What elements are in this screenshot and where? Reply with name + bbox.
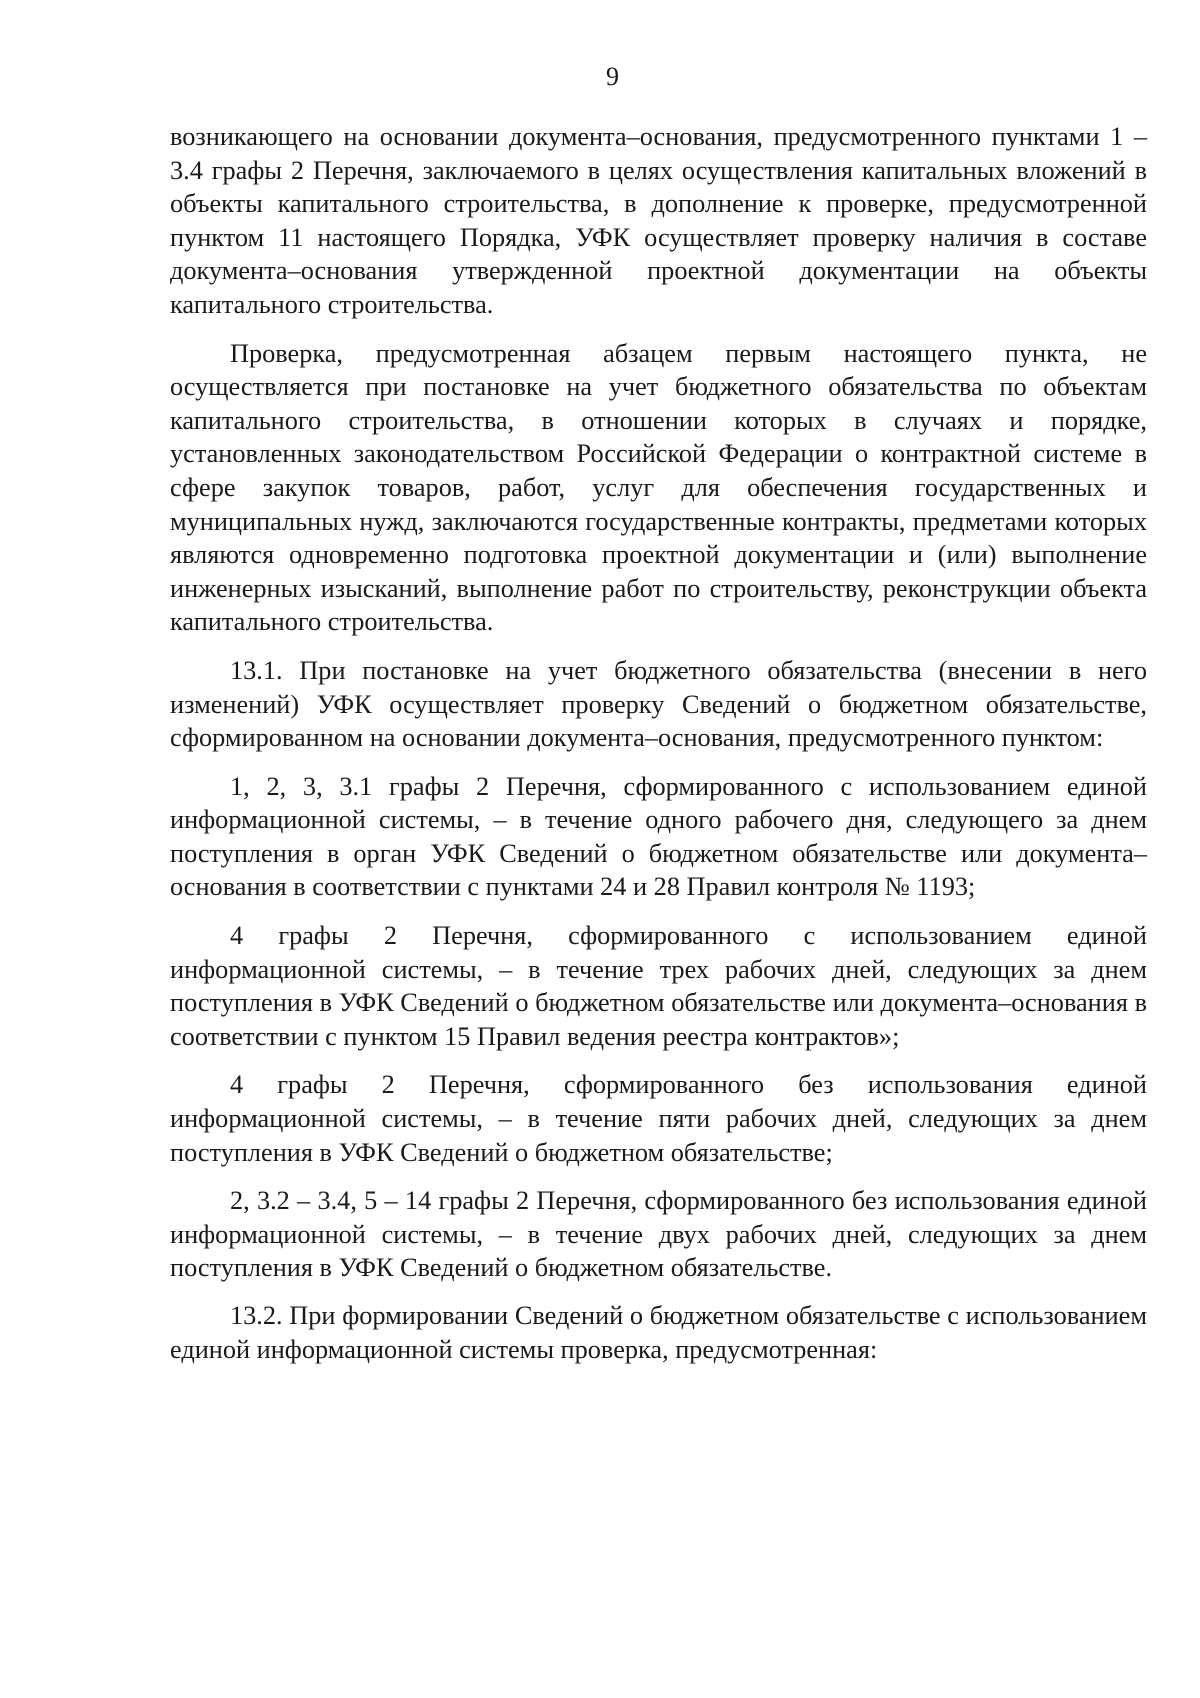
paragraph-13-1-intro: 13.1. При постановке на учет бюджетного обязательства (внесении в него изменений) УФК осуществляет проверку Сведений о бюджетном обязательстве, сформированном на основании документа–основания, предусмотренного пунктом: <box>170 655 1147 753</box>
paragraph-13-2-intro: 13.2. При формировании Сведений о бюджетном обязательстве с использованием единой информационной системы проверка, предусмотренная: <box>170 1301 1147 1364</box>
paragraph-13-1-item-2: 4 графы 2 Перечня, сформированного с использованием единой информационной системы, – в течение трех рабочих дней, следующих за днем поступления в УФК Сведений о бюджетном обязательстве или документа–основания в соответствии с пунктом 15 Правил ведения реестра контрактов»; <box>170 921 1147 1051</box>
paragraph-exception-check: Проверка, предусмотренная абзацем первым настоящего пункта, не осуществляется при постановке на учет бюджетного обязательства по объектам капитального строительства, в отношении которых в случаях и порядке, установленных законодательством Российской Федерации о контрактной системе в сфере закупок товаров, работ, услуг для обеспечения государственных и муниципальных нужд, заключаются государственные контракты, предметами которых являются одновременно подготовка проектной документации и (или) выполнение инженерных изысканий, выполнение работ по строительству, реконструкции объекта капитального строительства. <box>170 338 1147 637</box>
paragraph-13-1-item-1: 1, 2, 3, 3.1 графы 2 Перечня, сформированного с использованием единой информационной системы, – в течение одного рабочего дня, следующего за днем поступления в орган УФК Сведений о бюджетном обязательстве или документа–основания в соответствии с пунктами 24 и 28 Правил контроля № 1193; <box>170 771 1147 902</box>
paragraph-13-1-item-3: 4 графы 2 Перечня, сформированного без использования единой информационной системы, – в течение пяти рабочих дней, следующих за днем поступления в УФК Сведений о бюджетном обязательстве; <box>170 1070 1147 1167</box>
page-number: 9 <box>606 62 619 91</box>
document-body <box>170 120 1147 1381</box>
paragraph-continuation: возникающего на основании документа–основания, предусмотренного пунктами 1 – 3.4 графы 2 Перечня, заключаемого в целях осуществления капитальных вложений в объекты капитального строительства, в дополнение к проверке, предусмотренной пунктом 11 настоящего Порядка, УФК осуществляет проверку наличия в составе документа–основания утвержденной проектной документации на объекты капитального строительства. <box>170 122 1147 319</box>
paragraph-13-1-item-4: 2, 3.2 – 3.4, 5 – 14 графы 2 Перечня, сформированного без использования единой информационной системы, – в течение двух рабочих дней, следующих за днем поступления в УФК Сведений о бюджетном обязательстве. <box>170 1186 1147 1283</box>
